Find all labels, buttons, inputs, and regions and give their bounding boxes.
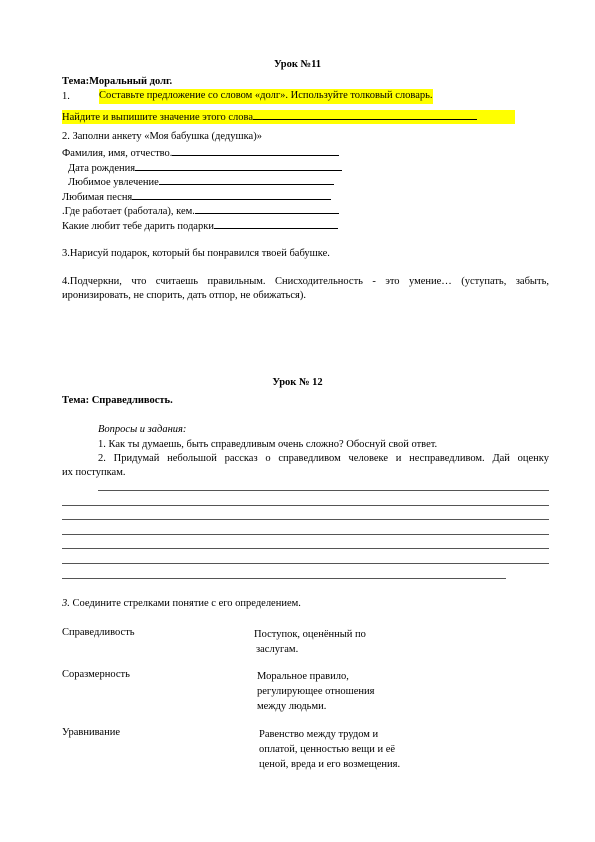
answer-line[interactable]: [62, 563, 549, 564]
form-field-line[interactable]: [172, 146, 339, 156]
lesson11-topic: Тема:Моральный долг.: [62, 76, 173, 87]
definition-line: Моральное правило,: [257, 671, 349, 682]
term-proportionality[interactable]: Соразмерность: [62, 669, 130, 680]
definition-line: заслугам.: [256, 644, 299, 655]
form-field-work: [62, 204, 339, 219]
form-field-label: Любимое увлечение: [68, 177, 159, 188]
form-field-label: .Где работает (работала), кем.: [62, 206, 195, 217]
task1-text: Составьте предложение со словом «долг». Используйте толковый словарь.: [99, 89, 433, 104]
task1b-text: Найдите и выпишите значение этого слова: [62, 112, 253, 123]
form-field-fio: [62, 146, 339, 161]
form-field-line[interactable]: [135, 161, 342, 171]
definition-3[interactable]: [259, 727, 400, 772]
task3: 3.Нарисуй подарок, который бы понравился твоей бабушке.: [62, 248, 330, 259]
definition-1[interactable]: [254, 627, 366, 657]
lesson11-title: Урок №11: [273, 59, 322, 70]
answer-line[interactable]: [62, 519, 549, 520]
definition-line: Поступок, оценённый по: [254, 629, 366, 640]
task3-match: [62, 598, 301, 611]
definition-line: ценой, вреда и его возмещения.: [259, 759, 401, 770]
lesson12-title: Урок № 12: [272, 377, 323, 388]
form-field-hobby: [68, 175, 334, 190]
term-equalization[interactable]: Уравнивание: [62, 727, 120, 738]
form-field-line[interactable]: [132, 190, 331, 200]
form-field-gifts: [62, 219, 338, 234]
answer-line[interactable]: [62, 578, 506, 579]
form-field-label: Дата рождения: [68, 163, 136, 174]
form-field-line[interactable]: [195, 204, 339, 214]
answer-line[interactable]: [62, 534, 549, 535]
definition-line: регулирующее отношения: [257, 686, 375, 697]
answer-line[interactable]: [62, 505, 549, 506]
form-field-label: Фамилия, имя, отчество.: [62, 148, 173, 159]
form-field-label: Любимая песня: [62, 192, 133, 203]
definition-line: оплатой, ценностью вещи и её: [259, 744, 396, 755]
definition-2[interactable]: [257, 669, 374, 714]
definition-line: между людьми.: [257, 701, 327, 712]
form-field-birthdate: [68, 161, 342, 176]
question-1: 1. Как ты думаешь, быть справедливым очень сложно? Обоснуй свой ответ.: [98, 439, 438, 450]
form-field-line[interactable]: [159, 175, 334, 185]
task3-text: Соедините стрелками понятие с его определением.: [69, 598, 301, 609]
task4-line2: иронизировать, не спорить, дать отпор, не обижаться).: [62, 290, 306, 301]
task1-number: 1.: [62, 91, 70, 102]
task4-line1: 4.Подчеркни, что считаешь правильным. Снисходительность - это умение… (уступать, забыть,: [62, 276, 549, 287]
form-field-line[interactable]: [214, 219, 338, 229]
questions-heading: Вопросы и задания:: [98, 424, 187, 435]
question-2-line1: 2. Придумай небольшой рассказ о справедливом человеке и несправедливом. Дай оценку: [98, 453, 549, 464]
task3-number: 3.: [62, 598, 70, 609]
task2-title: 2. Заполни анкету «Моя бабушка (дедушка)»: [62, 131, 262, 142]
answer-line[interactable]: [98, 490, 549, 491]
task1b-row: [62, 110, 515, 124]
lesson12-topic: Тема: Справедливость.: [62, 395, 173, 406]
form-field-label: Какие любит тебе дарить подарки: [62, 221, 214, 232]
question-2-line2: их поступкам.: [62, 467, 126, 478]
task1b-answer-line[interactable]: [253, 110, 477, 120]
definition-line: Равенство между трудом и: [259, 729, 379, 740]
answer-line[interactable]: [62, 548, 549, 549]
form-field-song: [62, 190, 331, 205]
term-justice[interactable]: Справедливость: [62, 627, 135, 638]
